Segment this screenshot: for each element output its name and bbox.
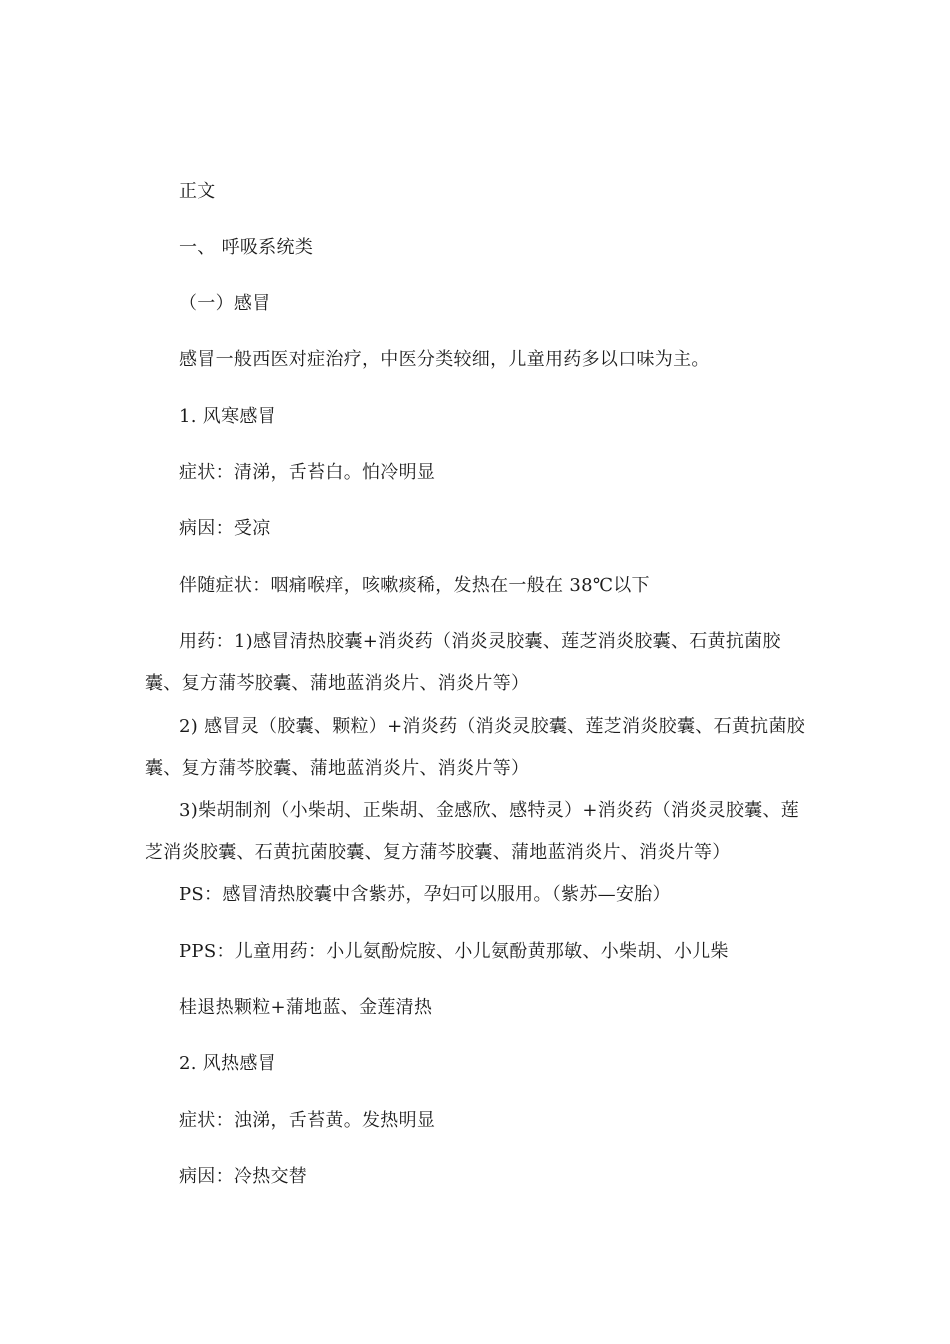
medication-paragraph: 用药：1)感冒清热胶囊+消炎药（消炎灵胶囊、莲芝消炎胶囊、石黄抗菌胶囊、复方蒲芩胶囊、蒲地蓝消炎片、消炎片等） bbox=[145, 631, 781, 694]
intro-paragraph: 感冒一般西医对症治疗，中医分类较细，儿童用药多以口味为主。 bbox=[179, 349, 710, 370]
medication-paragraph: 2) 感冒灵（胶囊、颗粒）+消炎药（消炎灵胶囊、莲芝消炎胶囊、石黄抗菌胶囊、复方蒲芩胶囊、蒲地蓝消炎片、消炎片等） bbox=[145, 716, 806, 779]
symptoms-paragraph: 症状：清涕，舌苔白。怕冷明显 bbox=[179, 462, 436, 483]
subsection-heading: （一）感冒 bbox=[179, 293, 271, 314]
note-paragraph: PPS：儿童用药：小儿氨酚烷胺、小儿氨酚黄那敏、小柴胡、小儿柴 bbox=[179, 941, 729, 962]
item-heading: 1. 风寒感冒 bbox=[179, 406, 276, 427]
accompanying-symptoms: 伴随症状：咽痛喉痒，咳嗽痰稀，发热在一般在 38℃以下 bbox=[179, 575, 650, 596]
cause-paragraph: 病因：冷热交替 bbox=[179, 1166, 308, 1187]
body-heading: 正文 bbox=[179, 181, 216, 202]
symptoms-paragraph: 症状：浊涕，舌苔黄。发热明显 bbox=[179, 1110, 436, 1131]
note-continuation: 桂退热颗粒+蒲地蓝、金莲清热 bbox=[179, 997, 433, 1018]
medication-paragraph: 3)柴胡制剂（小柴胡、正柴胡、金感欣、感特灵）+消炎药（消炎灵胶囊、莲芝消炎胶囊、石黄抗菌胶囊、复方蒲芩胶囊、蒲地蓝消炎片、消炎片等） bbox=[145, 800, 800, 863]
section-heading: 一、 呼吸系统类 bbox=[179, 237, 314, 258]
cause-paragraph: 病因：受凉 bbox=[179, 518, 271, 539]
note-paragraph: PS：感冒清热胶囊中含紫苏，孕妇可以服用。（紫苏—安胎） bbox=[179, 884, 671, 905]
item-heading: 2. 风热感冒 bbox=[179, 1053, 276, 1074]
